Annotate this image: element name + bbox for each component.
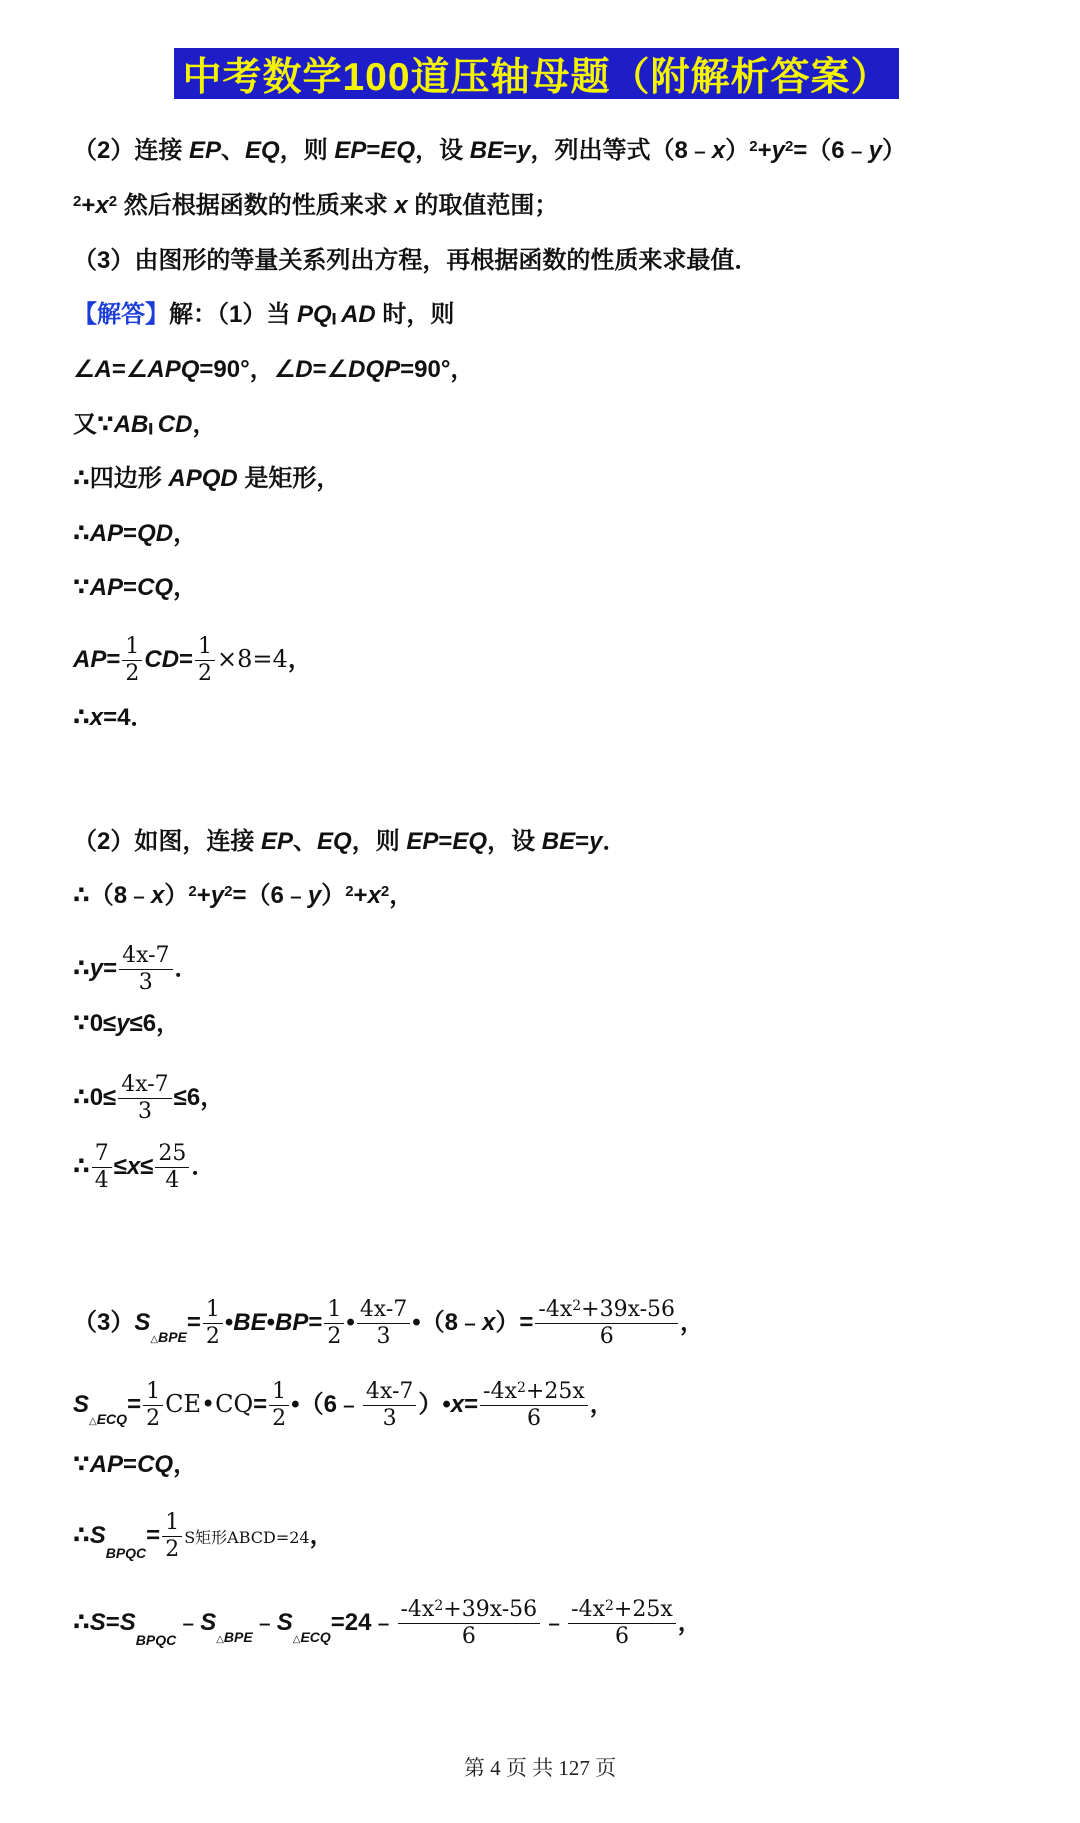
- answer-part1-l5: ∵AP=CQ，: [73, 574, 198, 601]
- fraction-half: $\frac{1}{2}$: [203, 1297, 223, 1350]
- analysis-p3: （3）由图形的等量关系列出方程，再根据函数的性质来求最值．: [73, 247, 759, 274]
- fraction-4x-7-over-3: $\frac{4x-7}{3}$: [119, 943, 172, 996]
- answer-part3-l3: ∵AP=CQ，: [73, 1451, 198, 1478]
- page-footer: 第 4 页 共 127 页: [463, 1756, 617, 1780]
- analysis-p2-line2: $^2+x^2$ 然后根据函数的性质来求 x 的取值范围；: [73, 192, 559, 219]
- answer-part2-l5: ∴0≤ $\frac{4x-7}{3}$ ≤6，: [73, 1072, 225, 1124]
- fraction-ecq: $\frac{-4x^2+25x}{6}$: [480, 1379, 588, 1432]
- answer-part1-l3: ∴四边形 APQD 是矩形，: [73, 465, 341, 492]
- fraction-25-over-4: $\frac{25}{4}$: [155, 1141, 189, 1194]
- fraction-half: $\frac{1}{2}$: [269, 1379, 289, 1432]
- answer-part1-l6: AP= $\frac{1}{2}$ CD= $\frac{1}{2}$ ×8=4，: [73, 634, 312, 686]
- answer-part3-l5: $\therefore S=S_{BPQC}﹣S_{\triangle BPE}﹣S_{\triangle ECQ}=24﹣$ $\frac{-4x^2+39x-56}{6}$ ﹣ $\frac{-4x^2+25x}{6}$ ，: [73, 1597, 702, 1649]
- answer-part3-l4: $\therefore S_{BPQC}=$ $\frac{1}{2}$ S矩形ABCD=24，: [73, 1510, 334, 1562]
- answer-part1-l1: ∠A=∠APQ=90°，∠D=∠DQP=90°，: [73, 356, 475, 383]
- fraction-bpe: $\frac{-4x^2+39x-56}{6}$: [535, 1297, 678, 1350]
- answer-part1-l2: 又∵AB|| CD，: [73, 411, 217, 438]
- answer-part2-l1: （2）如图，连接 EP、EQ，则 EP=EQ，设 BE=y．: [73, 828, 627, 855]
- fraction-half: $\frac{1}{2}$: [143, 1379, 163, 1432]
- fraction-7-over-4: $\frac{7}{4}$: [92, 1141, 112, 1194]
- page-title-text: 中考数学100道压轴母题（附解析答案）: [182, 55, 891, 99]
- fraction-4x-7-over-3: $\frac{4x-7}{3}$: [363, 1379, 416, 1432]
- fraction-ecq: $\frac{-4x^2+25x}{6}$: [568, 1597, 676, 1650]
- fraction-half: $\frac{1}{2}$: [122, 634, 142, 687]
- answer-part1-l4: ∴AP=QD，: [73, 520, 198, 547]
- answer-part2-l3: ∴y= $\frac{4x-7}{3}$ ．: [73, 943, 199, 995]
- answer-tag: 【解答】: [73, 301, 169, 328]
- fraction-bpe: $\frac{-4x^2+39x-56}{6}$: [398, 1597, 541, 1650]
- fraction-4x-7-over-3: $\frac{4x-7}{3}$: [357, 1297, 410, 1350]
- fraction-4x-7-over-3: $\frac{4x-7}{3}$: [118, 1072, 171, 1125]
- fraction-half: $\frac{1}{2}$: [195, 634, 215, 687]
- answer-part2-l4: ∵0≤y≤6，: [73, 1010, 181, 1037]
- answer-part3-l2: $S_{\triangle ECQ}=$ $\frac{1}{2}$ CE•CQ= $\frac{1}{2}$ •（6﹣ $\frac{4x-7}{3}$ ）•x= $\frac{-4x^2+25x}{6}$ ，: [73, 1379, 614, 1431]
- page-title: [174, 48, 899, 99]
- fraction-half: $\frac{1}{2}$: [162, 1510, 182, 1563]
- answer-part3-l1: $(3)S_{\triangle BPE}=$ $\frac{1}{2}$ •BE•BP= $\frac{1}{2}$ • $\frac{4x-7}{3}$ •（8﹣x）= $\frac{-4x^2+39x-56}{6}$ ，: [73, 1297, 705, 1349]
- answer-part1-l7: ∴x=4．: [73, 704, 155, 731]
- answer-part2-l2: $\therefore(8﹣x)^2+y^2=(6﹣y)^2+x^2$，: [73, 882, 414, 909]
- fraction-half: $\frac{1}{2}$: [324, 1297, 344, 1350]
- answer-part2-l6: ∴ $\frac{7}{4}$ ≤x≤ $\frac{25}{4}$ ．: [73, 1141, 216, 1193]
- answer-part1-intro: 【解答】解：（1）当 PQ|| AD 时，则: [73, 301, 455, 328]
- analysis-p2-line1: （2）连接 EP、EQ，则 EP=EQ，设 BE=y，列出等式$(8﹣x)^2+y^2=(6﹣y)$: [73, 137, 907, 164]
